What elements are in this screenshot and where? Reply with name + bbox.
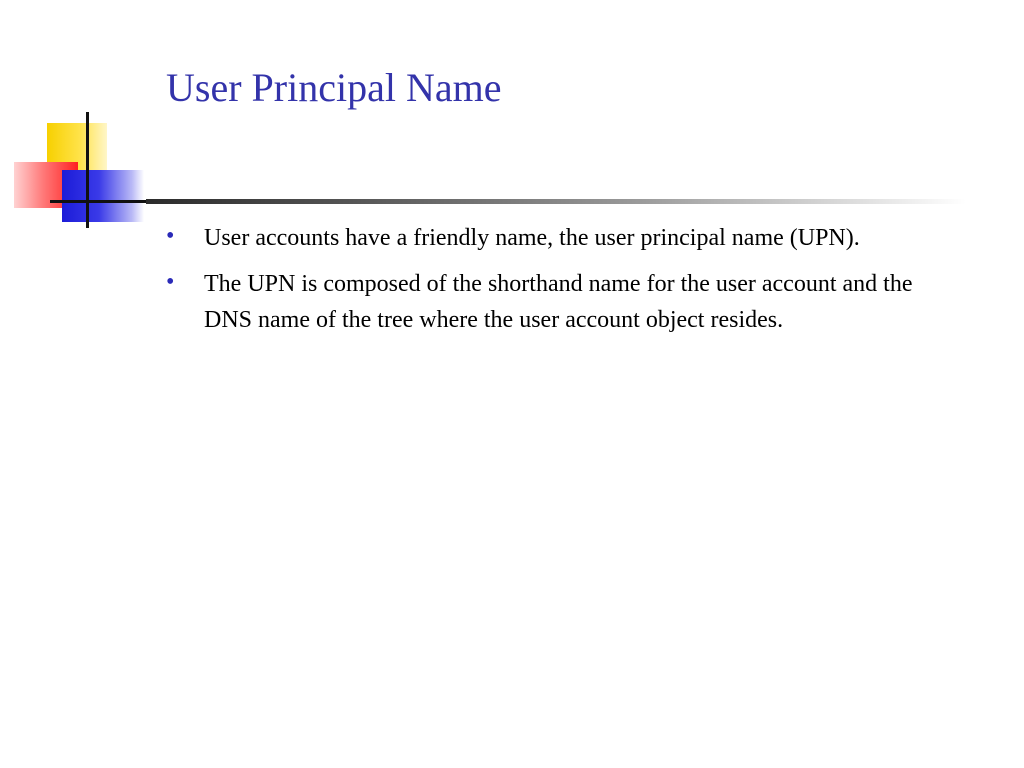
- bullet-dot-icon: •: [166, 223, 175, 249]
- logo-horizontal-line: [50, 200, 146, 203]
- blue-square-shape: [62, 170, 144, 222]
- slide-title: User Principal Name: [166, 65, 502, 110]
- bullet-dot-icon: •: [166, 269, 175, 295]
- bullet-item: [166, 220, 926, 256]
- title-divider-rule: [146, 199, 966, 204]
- bullet-text: User accounts have a friendly name, the user principal name (UPN).: [204, 225, 860, 251]
- logo-vertical-line: [86, 112, 89, 228]
- bullet-item: [166, 266, 926, 338]
- bullet-list: [166, 220, 926, 348]
- decorative-logo-graphic: [0, 100, 160, 240]
- bullet-text: The UPN is composed of the shorthand name for the user account and the DNS name of the tree where the user account object resides.: [204, 271, 913, 333]
